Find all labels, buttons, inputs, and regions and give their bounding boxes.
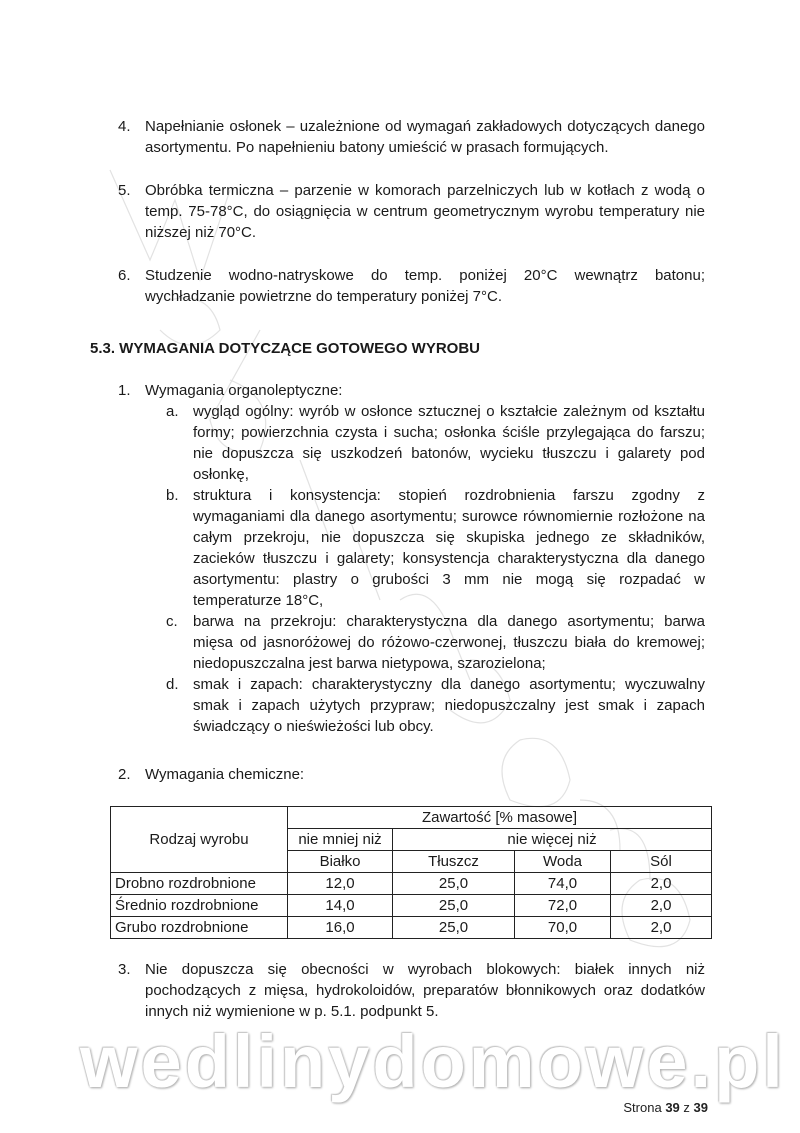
cell: 74,0	[515, 873, 611, 895]
item-letter: c.	[166, 613, 178, 630]
cell: Drobno rozdrobnione	[111, 873, 288, 895]
header-col: Woda	[515, 851, 611, 873]
item-text: Nie dopuszcza się obecności w wyrobach blokowych: białek innych niż pochodzących z mięsa, hydrokoloidów, preparatów błonnikowych oraz dodatków innych niż wymienione w p. 5.1. podpunkt 5.	[145, 961, 705, 1020]
requirement-1	[118, 380, 705, 401]
footer-sep: z	[683, 1100, 690, 1115]
item-letter: d.	[166, 676, 179, 693]
document-body	[0, 116, 800, 1022]
cell: 25,0	[393, 917, 515, 939]
item-number: 1.	[118, 382, 131, 399]
cell: 25,0	[393, 873, 515, 895]
item-number: 2.	[118, 766, 131, 783]
step-text: Obróbka termiczna – parzenie w komorach parzelniczych lub w kotłach z wodą o temp. 75-78°C, do osiągnięcia w centrum geometrycznym wyrobu temperatury nie niższej niż 70°C.	[145, 182, 705, 241]
cell: Grubo rozdrobnione	[111, 917, 288, 939]
item-number: 3.	[118, 961, 131, 978]
footer-label: Strona	[623, 1100, 662, 1115]
cell: Średnio rozdrobnione	[111, 895, 288, 917]
item-text: Wymagania organoleptyczne:	[145, 382, 343, 399]
cell: 25,0	[393, 895, 515, 917]
item-text: wygląd ogólny: wyrób w osłonce sztucznej o kształcie zależnym od kształtu formy; powierzchnia czysta i sucha; osłonka ściśle przylegająca do farszu; nie dopuszcza się uszkodzeń batonów, wycieku tłuszczu i galarety pod osłonkę,	[193, 403, 705, 483]
cell: 12,0	[288, 873, 393, 895]
requirement-1b	[166, 485, 705, 611]
header-col: Sól	[611, 851, 712, 873]
requirement-2	[118, 764, 705, 785]
header-content: Zawartość [% masowe]	[288, 807, 712, 829]
item-text: smak i zapach: charakterystyczny dla danego asortymentu; wyczuwalny smak i zapach użytych przypraw; niedopuszczalny jest smak i zapach świadczący o nieświeżości lub obcy.	[193, 676, 705, 735]
step-6	[118, 265, 705, 307]
header-col: Tłuszcz	[393, 851, 515, 873]
header-min: nie mniej niż	[288, 829, 393, 851]
header-product: Rodzaj wyrobu	[111, 807, 288, 873]
watermark-logo: wedlinydomowe.pl	[80, 1020, 786, 1103]
requirement-3	[118, 959, 705, 1022]
requirement-1d	[166, 674, 705, 737]
chemical-requirements-table	[110, 806, 712, 939]
requirement-1a	[166, 401, 705, 485]
cell: 70,0	[515, 917, 611, 939]
step-number: 5.	[118, 182, 131, 199]
page-footer	[623, 1100, 708, 1116]
item-text: barwa na przekroju: charakterystyczna dla danego asortymentu; barwa mięsa od jasnoróżowej do różowo-czerwonej, tłuszczu biała do kremowej; niedopuszczalna jest barwa nietypowa, szarozielona;	[193, 613, 705, 672]
item-letter: b.	[166, 487, 179, 504]
step-text: Napełnianie osłonek – uzależnione od wymagań zakładowych dotyczących danego asortymentu. Po napełnieniu batony umieścić w prasach formujących.	[145, 118, 705, 156]
table-row	[111, 895, 712, 917]
cell: 2,0	[611, 917, 712, 939]
cell: 72,0	[515, 895, 611, 917]
item-letter: a.	[166, 403, 179, 420]
cell: 2,0	[611, 873, 712, 895]
step-text: Studzenie wodno-natryskowe do temp. poniżej 20°C wewnątrz batonu; wychładzanie powietrzne do temperatury poniżej 7°C.	[145, 267, 705, 305]
item-text: Wymagania chemiczne:	[145, 766, 305, 783]
step-number: 6.	[118, 267, 131, 284]
header-max: nie więcej niż	[393, 829, 712, 851]
cell: 16,0	[288, 917, 393, 939]
table-row	[111, 917, 712, 939]
table-row	[111, 873, 712, 895]
step-4	[118, 116, 705, 158]
page-number: 39	[665, 1100, 680, 1115]
requirement-1c	[166, 611, 705, 674]
page-total: 39	[693, 1100, 708, 1115]
step-number: 4.	[118, 118, 131, 135]
item-text: struktura i konsystencja: stopień rozdrobnienia farszu zgodny z wymaganiami dla danego asortymentu; surowce równomiernie rozłożone na całym przekroju, nie dopuszcza się skupiska jednego ze składników, zacieków tłuszczu i galarety; konsystencja charakterystyczna dla danego asortymentu: plastry o grubości 3 mm nie mogą się rozpadać w temperaturze 18°C,	[193, 487, 705, 609]
cell: 14,0	[288, 895, 393, 917]
cell: 2,0	[611, 895, 712, 917]
step-5	[118, 180, 705, 243]
header-col: Białko	[288, 851, 393, 873]
section-heading: 5.3. WYMAGANIA DOTYCZĄCE GOTOWEGO WYROBU	[90, 340, 481, 357]
